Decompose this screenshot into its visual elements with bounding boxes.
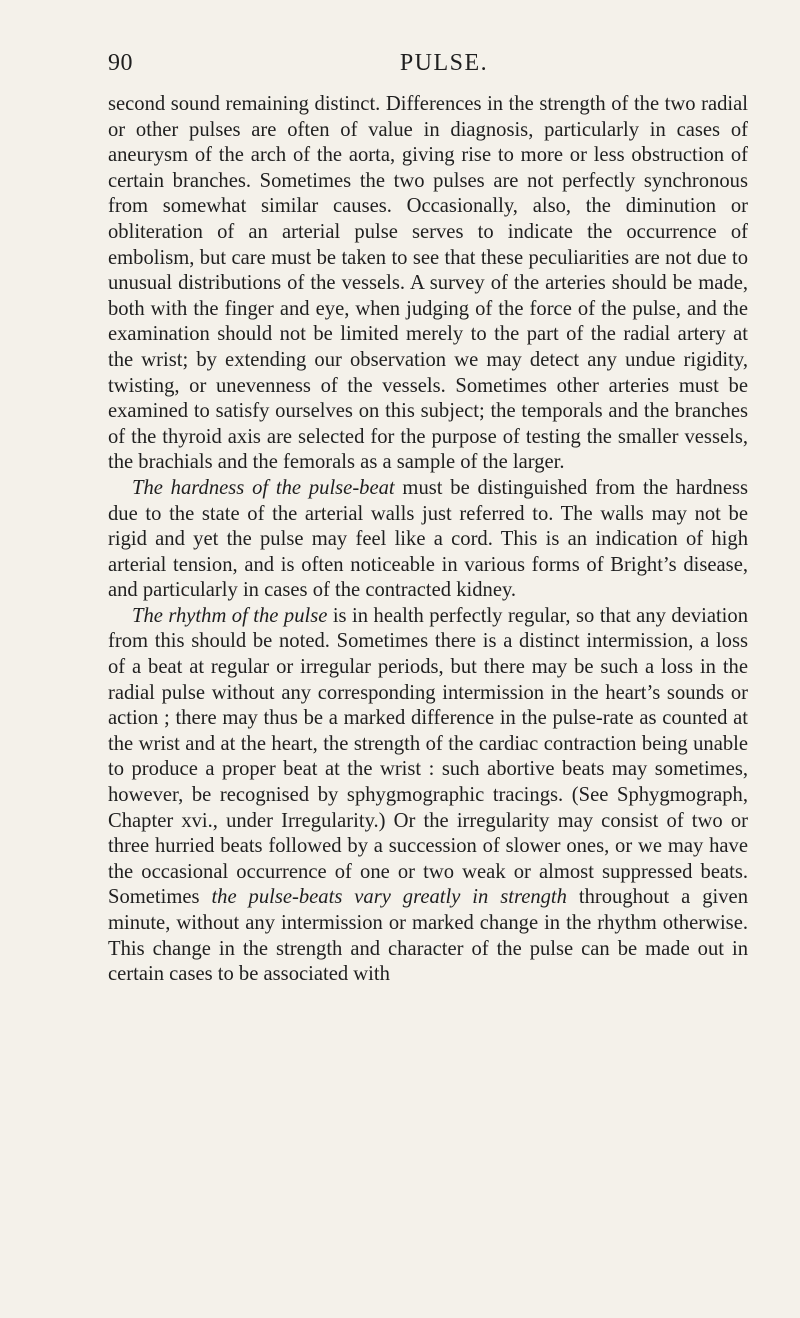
paragraph-3-text: is in health perfectly regular, so that any deviation from this should be noted. Sometimes there is a distinct intermission, a loss of a beat at regular or irregular periods, but there may be such a loss in the radial pulse without any corresponding intermission in the heart’s sounds or action ; there may thus be a marked difference in the pulse-rate as counted at the wrist and at the heart, the strength of the cardiac contraction being unable to produce a proper beat at the wrist : such abortive beats may sometimes, however, be recognised by sphygmographic tracings. (See Sphygmograph, Chapter xvi., under Irregularity.) Or the irregularity may consist of two or three hurried beats followed by a succession of slower ones, or we may have the occasional occurrence of one or two weak or almost suppressed beats. Sometimes	[108, 604, 748, 909]
paragraph-3-text-continued: throughout a given minute, without any intermission or marked change in the rhythm otherwise. This change in the strength and character of the pulse can be made out in certain cases to be associated with	[108, 886, 748, 986]
paragraph-3-italic-heading: The rhythm of the pulse	[132, 604, 328, 627]
paragraph-2-text: must be distinguished from the hardness due to the state of the arterial walls just referred to. The walls may not be rigid and yet the pulse may feel like a cord. This is an indication of high arterial tension, and is often noticeable in various forms of Bright’s disease, and particularly in cases of the contracted kidney.	[108, 476, 748, 602]
paragraph-3	[108, 604, 748, 988]
paragraph-3-italic-phrase: the pulse-beats vary greatly in strength	[211, 886, 567, 909]
body-text	[108, 92, 748, 988]
paragraph-2	[108, 476, 748, 604]
paragraph-2-italic-heading: The hardness of the pulse-beat	[132, 476, 395, 499]
running-head: PULSE.	[399, 50, 489, 76]
paragraph-1	[108, 92, 748, 476]
page-number: 90	[108, 50, 133, 76]
paragraph-1-text: second sound remaining distinct. Differences in the strength of the two radial or other pulses are often of value in diagnosis, particularly in cases of aneurysm of the arch of the aorta, giving rise to more or less obstruction of certain branches. Sometimes the two pulses are not perfectly synchronous from somewhat similar causes. Occasionally, also, the diminution or obliteration of an arterial pulse serves to indicate the occurrence of embolism, but care must be taken to see that these peculiarities are not due to unusual distributions of the vessels. A survey of the arteries should be made, both with the finger and eye, when judging of the force of the pulse, and the examination should not be limited merely to the part of the radial artery at the wrist; by extending our observation we may detect any undue rigidity, twisting, or unevenness of the vessels. Sometimes other arteries must be examined to satisfy ourselves on this subject; the temporals and the branches of the thyroid axis are selected for the purpose of testing the smaller vessels, the brachials and the femorals as a sample of the larger.	[108, 93, 748, 474]
